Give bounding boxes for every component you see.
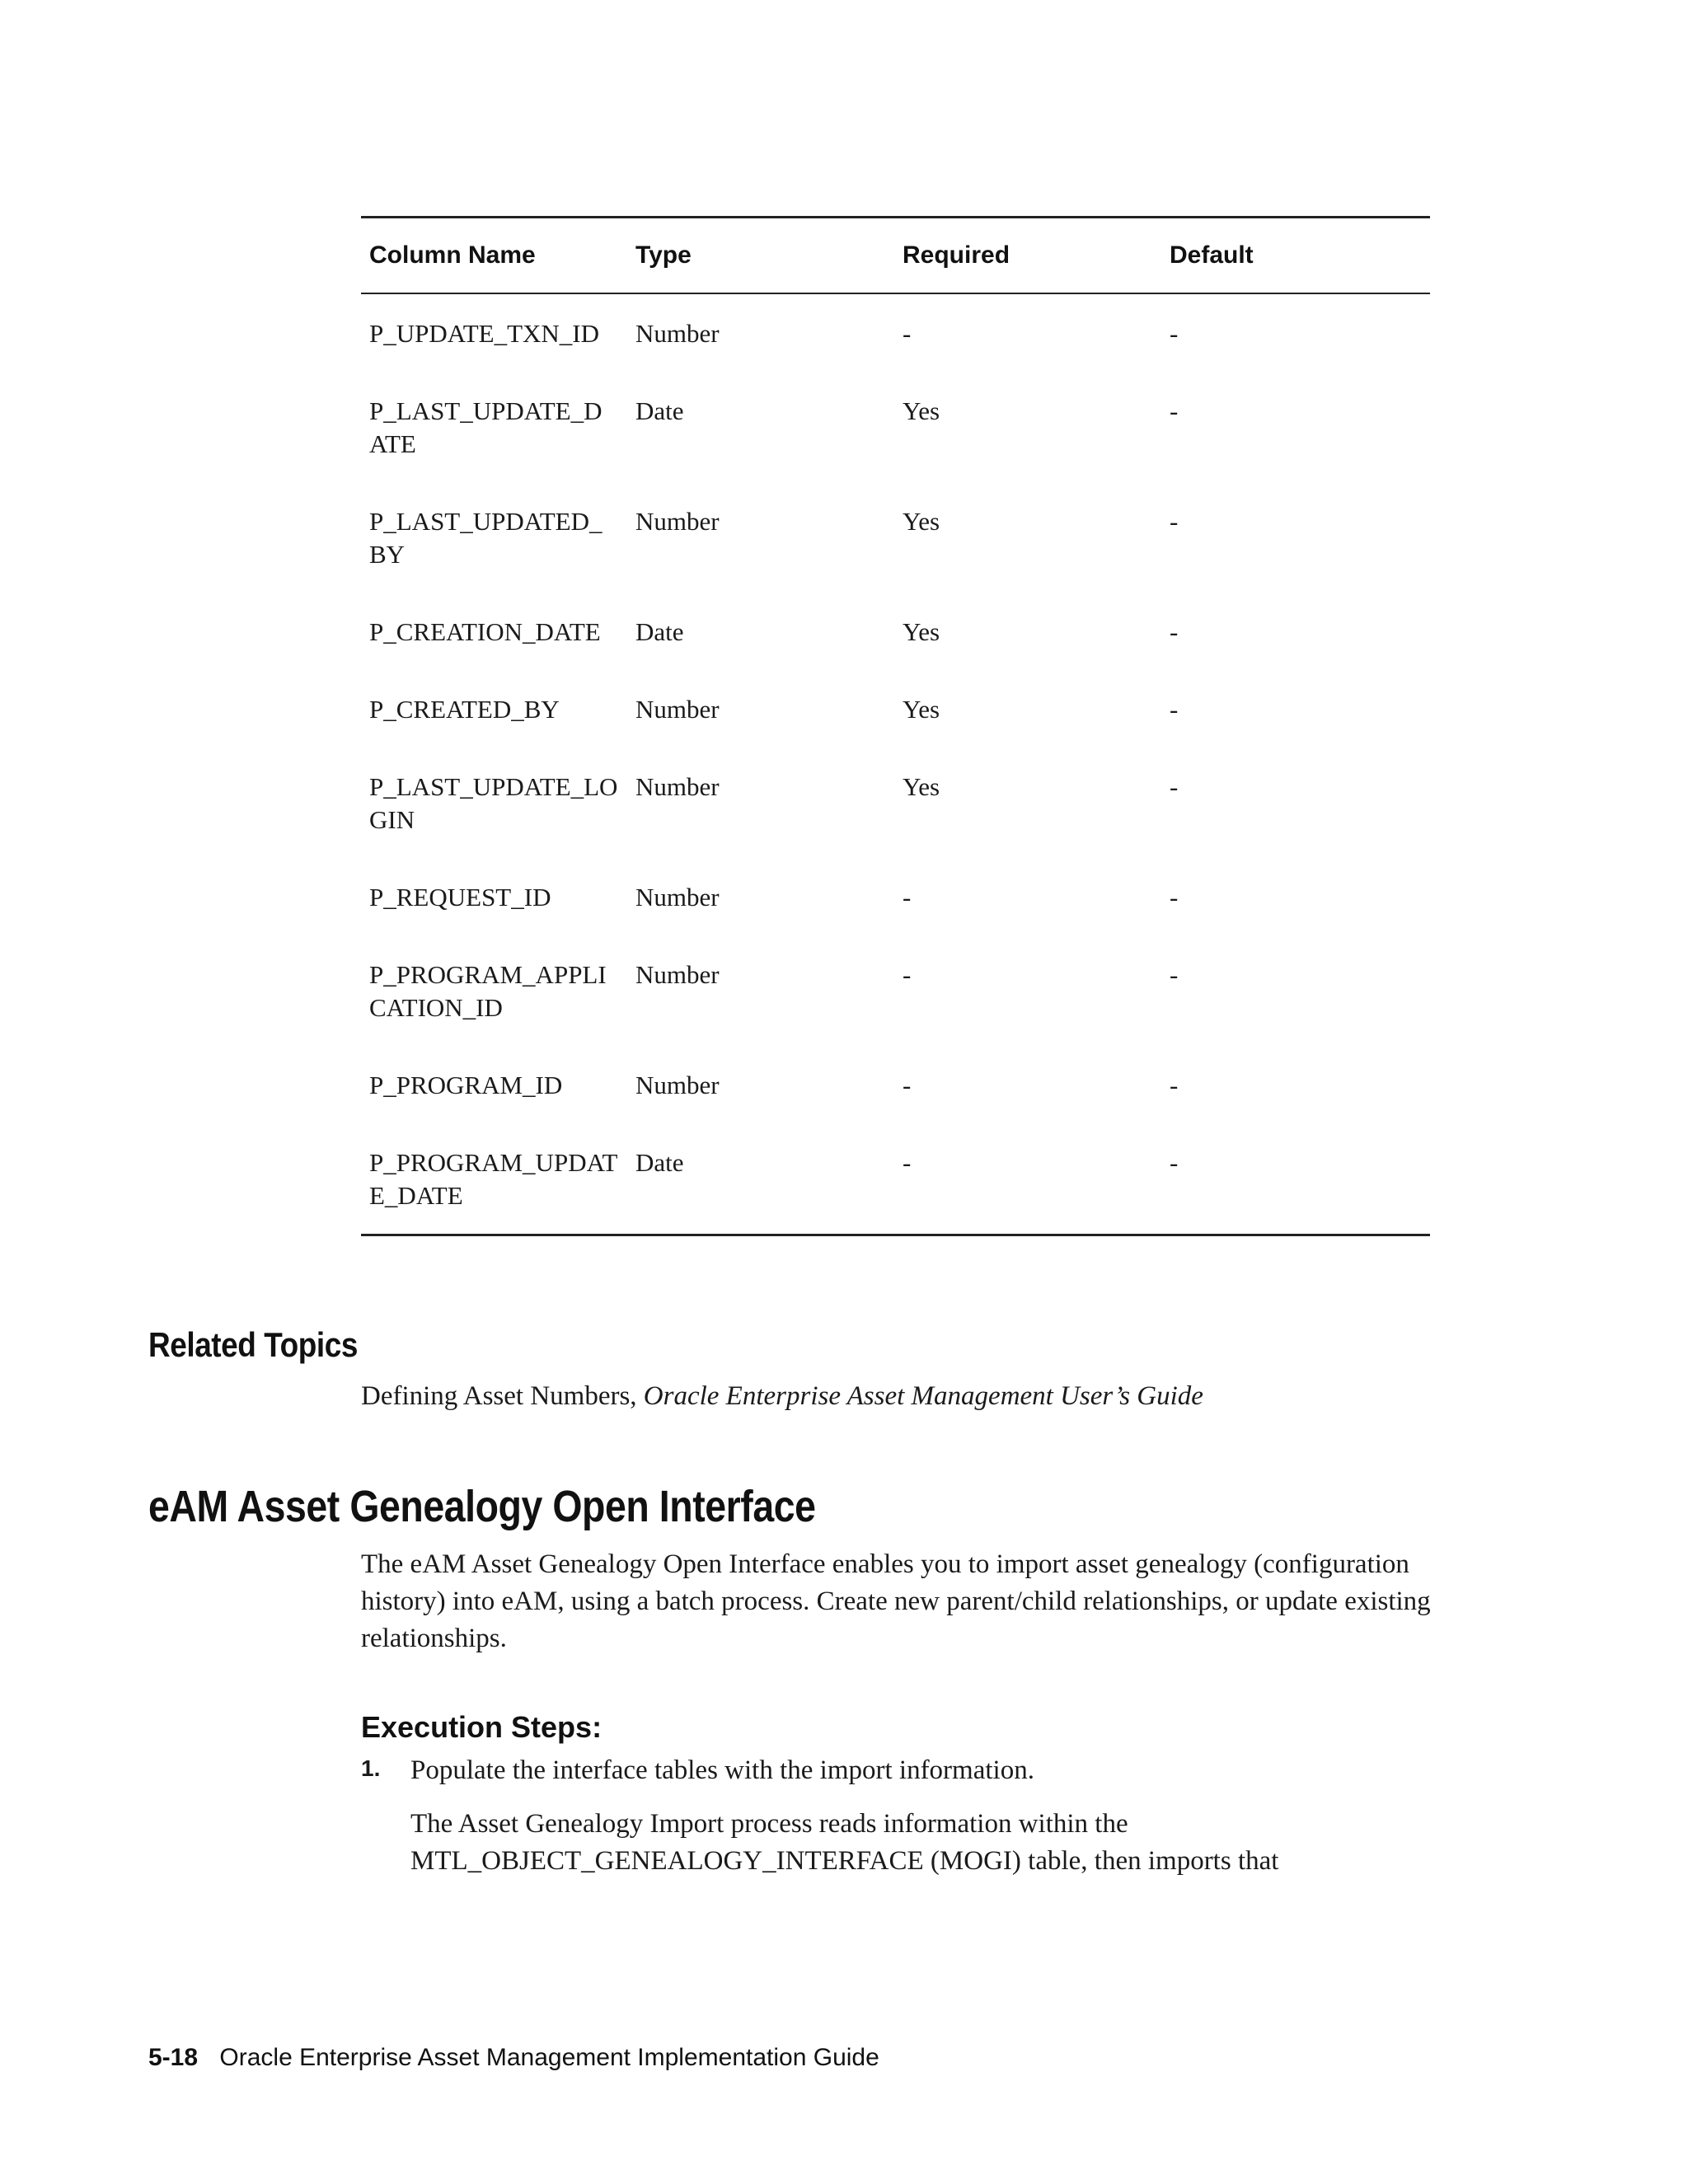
cell-default: - <box>1170 772 1179 801</box>
cell-type: Number <box>635 772 720 801</box>
cell-type: Number <box>635 960 720 989</box>
table-row <box>361 482 1430 593</box>
related-topics-heading: Related Topics <box>148 1325 358 1364</box>
cell-default: - <box>1170 507 1179 536</box>
cell-type: Date <box>635 617 684 646</box>
cell-column-name: P_PROGRAM_APPLICATION_ID <box>369 960 607 1022</box>
cell-column-name: P_LAST_UPDATED_BY <box>369 507 603 569</box>
related-topic-text[interactable]: Defining Asset Numbers, <box>361 1381 637 1411</box>
section-intro-paragraph: The eAM Asset Genealogy Open Interface enables you to import asset genealogy (configuration history) into eAM, using a batch process. Create new parent/child relationships, or update existing relationships. <box>361 1549 1431 1653</box>
cell-default: - <box>1170 1071 1179 1099</box>
cell-default: - <box>1170 396 1179 425</box>
footer-book-title: Oracle Enterprise Asset Management Implementation Guide <box>219 2044 879 2071</box>
cell-required: Yes <box>903 772 940 801</box>
header-default: Default <box>1170 241 1254 269</box>
cell-type: Date <box>635 396 684 425</box>
table-row <box>361 748 1430 858</box>
cell-required: - <box>903 883 912 912</box>
cell-required: - <box>903 1148 912 1177</box>
section-heading: eAM Asset Genealogy Open Interface <box>148 1482 816 1531</box>
cell-required: Yes <box>903 507 940 536</box>
header-type: Type <box>635 241 692 269</box>
cell-required: - <box>903 319 912 348</box>
cell-required: Yes <box>903 617 940 646</box>
cell-type: Number <box>635 883 720 912</box>
cell-default: - <box>1170 617 1179 646</box>
cell-default: - <box>1170 1148 1179 1177</box>
cell-column-name: P_CREATION_DATE <box>369 617 601 646</box>
cell-type: Number <box>635 319 720 348</box>
cell-column-name: P_PROGRAM_UPDATE_DATE <box>369 1148 618 1210</box>
table-row <box>361 858 1430 935</box>
step-number: 1. <box>361 1755 381 1781</box>
table-row <box>361 293 1430 372</box>
execution-steps-heading: Execution Steps: <box>361 1710 603 1744</box>
table-row <box>361 1123 1430 1235</box>
header-required: Required <box>903 241 1010 269</box>
cell-default: - <box>1170 319 1179 348</box>
table-row <box>361 372 1430 482</box>
cell-type: Number <box>635 695 720 724</box>
table-row <box>361 593 1430 670</box>
cell-column-name: P_REQUEST_ID <box>369 883 551 912</box>
related-topic-link[interactable] <box>361 1378 1203 1414</box>
table-header-row <box>361 218 1430 294</box>
column-definition-table <box>361 216 1430 1236</box>
cell-type: Number <box>635 507 720 536</box>
cell-required: Yes <box>903 695 940 724</box>
table-row <box>361 670 1430 748</box>
cell-required: - <box>903 960 912 989</box>
cell-required: - <box>903 1071 912 1099</box>
cell-column-name: P_PROGRAM_ID <box>369 1071 563 1099</box>
page-number: 5-18 <box>148 2044 199 2071</box>
table-row <box>361 935 1430 1046</box>
cell-column-name: P_CREATED_BY <box>369 695 560 724</box>
cell-column-name: P_UPDATE_TXN_ID <box>369 319 599 348</box>
cell-type: Date <box>635 1148 684 1177</box>
step-text: Populate the interface tables with the import information. <box>410 1755 1034 1785</box>
cell-default: - <box>1170 883 1179 912</box>
page-footer <box>148 2044 879 2072</box>
cell-required: Yes <box>903 396 940 425</box>
header-column-name: Column Name <box>369 241 536 269</box>
step-body-paragraph: The Asset Genealogy Import process reads information within the MTL_OBJECT_GENEALOGY_INTERFACE (MOGI) table, then imports that <box>410 1809 1279 1876</box>
cell-type: Number <box>635 1071 720 1099</box>
table-row <box>361 1046 1430 1123</box>
cell-default: - <box>1170 695 1179 724</box>
cell-default: - <box>1170 960 1179 989</box>
cell-column-name: P_LAST_UPDATE_LOGIN <box>369 772 618 834</box>
related-topic-guide-title[interactable]: Oracle Enterprise Asset Management User’s Guide <box>643 1381 1203 1411</box>
cell-column-name: P_LAST_UPDATE_DATE <box>369 396 603 458</box>
columns-table <box>361 216 1430 1236</box>
